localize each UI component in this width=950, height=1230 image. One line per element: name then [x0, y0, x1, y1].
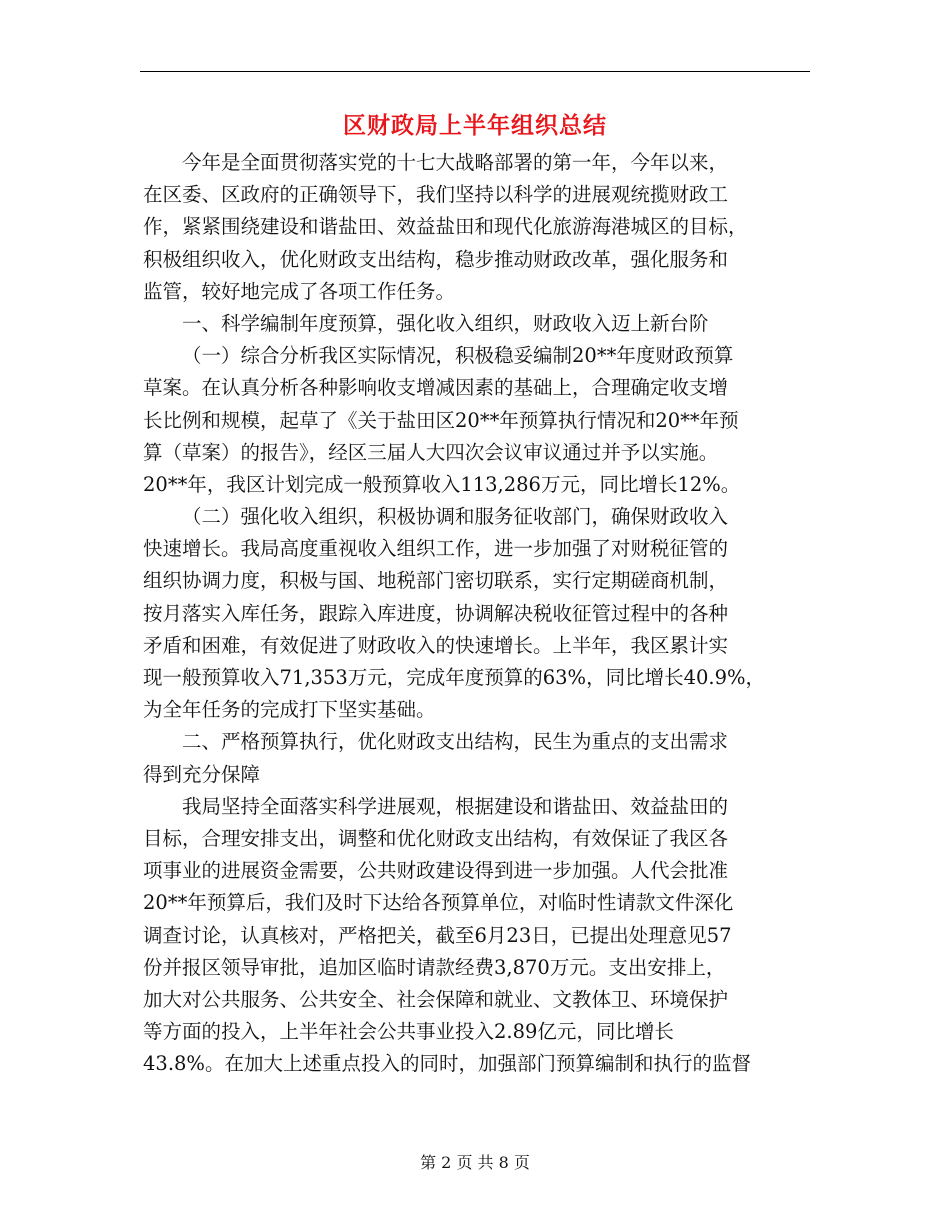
body-line: 今年是全面贯彻落实党的十七大战略部署的第一年，今年以来， — [182, 151, 729, 174]
body-line: 快速增长。我局高度重视收入组织工作，进一步加强了对财税征管的 — [143, 537, 729, 561]
body-line: 加大对公共服务、公共安全、社会保障和就业、文教体卫、环境保护 — [143, 987, 729, 1011]
body-line: 监管，较好地完成了各项工作任务。 — [143, 279, 456, 303]
body-line: 积极组织收入，优化财政支出结构，稳步推动财政改革，强化服务和 — [143, 247, 729, 271]
body-line: 项事业的进展资金需要，公共财政建设得到进一步加强。人代会批准 — [143, 859, 729, 883]
body-line: （二）强化收入组织，积极协调和服务征收部门，确保财政收入 — [182, 505, 729, 529]
body-line: 草案。在认真分析各种影响收支增减因素的基础上，合理确定收支增 — [143, 376, 729, 400]
body-line: 按月落实入库任务，跟踪入库进度，协调解决税收征管过程中的各种 — [143, 601, 729, 625]
body-line: 等方面的投入，上半年社会公共事业投入2.89亿元，同比增长 — [143, 1020, 674, 1044]
body-line: 得到充分保障 — [143, 762, 261, 786]
body-line: 长比例和规模，起草了《关于盐田区20**年预算执行情况和20**年预 — [143, 408, 739, 432]
body-line: 20**年预算后，我们及时下达给各预算单位，对临时性请款文件深化 — [143, 891, 734, 915]
document-body — [143, 147, 815, 1080]
body-line: 为全年任务的完成打下坚实基础。 — [143, 698, 436, 722]
body-line: 算（草案）的报告》，经区三届人大四次会议审议通过并予以实施。 — [143, 440, 719, 464]
document-title: 区财政局上半年组织总结 — [343, 112, 607, 139]
body-line: （一）综合分析我区实际情况，积极稳妥编制20**年度财政预算 — [182, 344, 734, 368]
page-number-footer: 第 2 页 共 8 页 — [420, 1153, 530, 1172]
body-line: 组织协调力度，积极与国、地税部门密切联系，实行定期磋商机制， — [143, 569, 729, 593]
body-line: 二、严格预算执行，优化财政支出结构，民生为重点的支出需求 — [182, 730, 729, 754]
body-line: 矛盾和困难，有效促进了财政收入的快速增长。上半年，我区累计实 — [143, 633, 729, 657]
body-line: 在区委、区政府的正确领导下，我们坚持以科学的进展观统揽财政工 — [143, 183, 729, 207]
body-line: 现一般预算收入71,353万元，完成年度预算的63%，同比增长40.9%， — [143, 666, 766, 689]
body-line: 我局坚持全面落实科学进展观，根据建设和谐盐田、效益盐田的 — [182, 794, 729, 818]
body-line: 份并报区领导审批，追加区临时请款经费3,870万元。支出安排上， — [143, 955, 726, 979]
body-line: 作，紧紧围绕建设和谐盐田、效益盐田和现代化旅游海港城区的目标， — [143, 215, 748, 239]
body-line: 调查讨论，认真核对，严格把关，截至6月23日，已提出处理意见57 — [143, 923, 732, 947]
body-line: 一、科学编制年度预算，强化收入组织，财政收入迈上新台阶 — [182, 311, 709, 335]
body-line: 目标，合理安排支出，调整和优化财政支出结构，有效保证了我区各 — [143, 826, 729, 850]
body-line: 20**年，我区计划完成一般预算收入113,286万元，同比增长12%。 — [143, 472, 741, 496]
header-rule — [140, 71, 810, 72]
body-line: 43.8%。在加大上述重点投入的同时，加强部门预算编制和执行的监督 — [143, 1052, 751, 1076]
